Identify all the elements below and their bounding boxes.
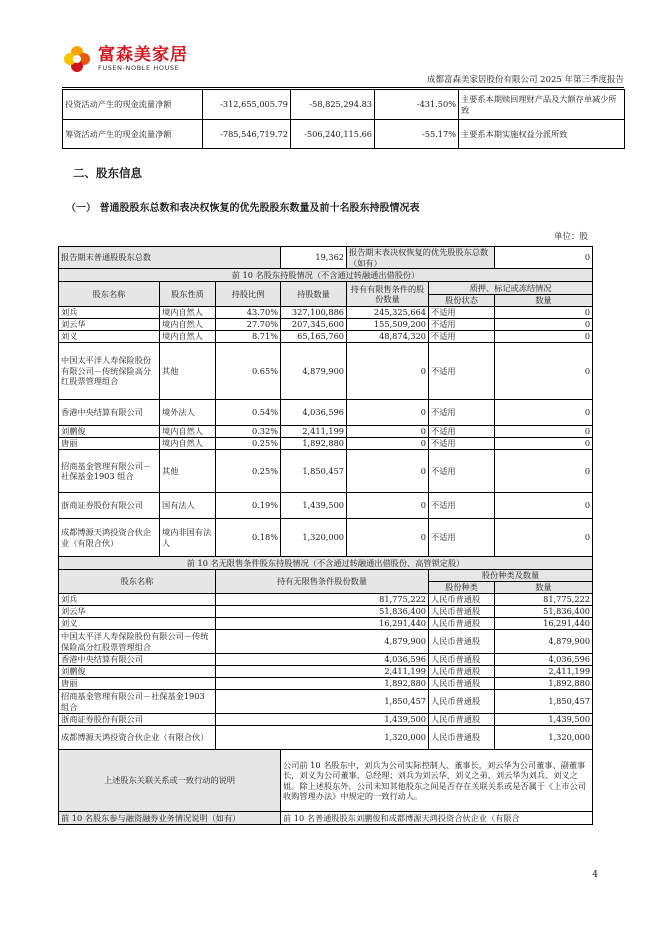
cashflow-table xyxy=(62,89,625,149)
holder-count: 0 xyxy=(495,438,593,450)
table-row xyxy=(59,331,593,343)
holder-name: 刘兵 xyxy=(59,307,160,319)
col-header-kind-group: 股份种类及数量 xyxy=(429,570,593,582)
holder-name: 成都博源天鸿投资合伙企业（有限合伙） xyxy=(59,519,160,557)
share-count: 4,036,596 xyxy=(495,654,593,666)
cashflow-reason: 主要系本期实施权益分派所致 xyxy=(459,120,625,149)
col-header-name: 股东名称 xyxy=(59,282,160,307)
holder-nature: 境内自然人 xyxy=(160,307,216,319)
holder-count: 0 xyxy=(495,400,593,426)
share-kind: 人民币普通股 xyxy=(429,678,495,690)
table-row xyxy=(59,654,593,666)
holder-name: 中国太平洋人寿保险股份有限公司－传统保险高分红股票管理组合 xyxy=(59,343,160,400)
table-row xyxy=(59,678,593,690)
holder-count: 0 xyxy=(495,426,593,438)
cashflow-change: -431.50% xyxy=(375,90,459,120)
table-row xyxy=(59,493,593,519)
table-row xyxy=(59,726,593,750)
holder-qty: 2,411,199 xyxy=(281,426,347,438)
col-header-count: 数量 xyxy=(495,295,593,307)
holder-ratio: 0.65% xyxy=(216,343,281,400)
holder-restricted: 0 xyxy=(347,450,429,493)
table-row xyxy=(59,450,593,493)
col-header-nature: 股东性质 xyxy=(160,282,216,307)
related-parties-label: 上述股东关联关系或一致行动的说明 xyxy=(59,750,281,812)
holder-ratio: 8.71% xyxy=(216,331,281,343)
table-row xyxy=(59,594,593,606)
header-divider xyxy=(62,87,624,88)
holder-restricted: 0 xyxy=(347,493,429,519)
share-count: 4,879,900 xyxy=(495,630,593,654)
company-logo xyxy=(62,44,188,74)
holder-qty: 1,439,500 xyxy=(281,493,347,519)
holder-unrestricted-qty: 4,036,596 xyxy=(216,654,429,666)
holder-name: 刘兵 xyxy=(59,594,216,606)
table-row xyxy=(59,426,593,438)
holder-name: 浙商证券股份有限公司 xyxy=(59,714,216,726)
header-row xyxy=(59,282,593,295)
table-row xyxy=(59,618,593,630)
holder-unrestricted-qty: 81,775,222 xyxy=(216,594,429,606)
col-header-unrestricted-qty: 持有无限售条件股份数量 xyxy=(216,570,429,594)
cashflow-current: -312,655,005.79 xyxy=(203,90,291,120)
holder-ratio: 27.70% xyxy=(216,319,281,331)
holder-ratio: 0.18% xyxy=(216,519,281,557)
margin-trading-text: 前 10 名普通股股东刘鹏俊和成都博源天鸿投资合伙企业（有限合 xyxy=(281,812,593,825)
holder-count: 0 xyxy=(495,493,593,519)
col-header-status: 股份状态 xyxy=(429,295,495,307)
holder-unrestricted-qty: 51,836,400 xyxy=(216,606,429,618)
holder-unrestricted-qty: 1,892,880 xyxy=(216,678,429,690)
holder-status: 不适用 xyxy=(429,493,495,519)
col-header-pledge: 质押、标记或冻结情况 xyxy=(429,282,593,295)
holder-restricted: 0 xyxy=(347,438,429,450)
holder-status: 不适用 xyxy=(429,519,495,557)
holder-name: 成都博源天鸿投资合伙企业（有限合伙） xyxy=(59,726,216,750)
pref-shareholders-label: 报告期末表决权恢复的优先股股东总数（如有） xyxy=(347,247,495,269)
table-row xyxy=(59,438,593,450)
holder-ratio: 0.25% xyxy=(216,450,281,493)
holder-status: 不适用 xyxy=(429,438,495,450)
holder-nature: 境内非国有法人 xyxy=(160,519,216,557)
share-count: 81,775,222 xyxy=(495,594,593,606)
section-title: 二、股东信息 xyxy=(73,166,142,180)
share-kind: 人民币普通股 xyxy=(429,726,495,750)
holder-nature: 境内自然人 xyxy=(160,426,216,438)
table-row xyxy=(59,519,593,557)
unrestricted-caption: 前 10 名无限售条件股东持股情况（不含通过转融通出借股份、高管锁定股） xyxy=(59,557,593,570)
holder-unrestricted-qty: 2,411,199 xyxy=(216,666,429,678)
holder-unrestricted-qty: 1,320,000 xyxy=(216,726,429,750)
holder-status: 不适用 xyxy=(429,400,495,426)
holder-ratio: 43.70% xyxy=(216,307,281,319)
cashflow-item: 投资活动产生的现金流量净额 xyxy=(63,90,203,120)
share-kind: 人民币普通股 xyxy=(429,594,495,606)
share-count: 2,411,199 xyxy=(495,666,593,678)
holder-nature: 境内自然人 xyxy=(160,331,216,343)
holder-name: 招商基金管理有限公司－社保基金1903 组合 xyxy=(59,450,160,493)
table-row xyxy=(59,714,593,726)
page-number: 4 xyxy=(592,870,598,880)
share-kind: 人民币普通股 xyxy=(429,690,495,714)
share-kind: 人民币普通股 xyxy=(429,666,495,678)
cashflow-item: 筹资活动产生的现金流量净额 xyxy=(63,120,203,149)
holder-status: 不适用 xyxy=(429,319,495,331)
header-row xyxy=(59,570,593,582)
share-kind: 人民币普通股 xyxy=(429,618,495,630)
holder-count: 0 xyxy=(495,519,593,557)
holder-name: 香港中央结算有限公司 xyxy=(59,400,160,426)
logo-text-cn: 富森美家居 xyxy=(98,45,188,65)
holder-count: 0 xyxy=(495,450,593,493)
col-header-kind: 股份种类 xyxy=(429,582,495,594)
logo-flower-icon xyxy=(62,44,92,74)
col-header-ratio: 持股比例 xyxy=(216,282,281,307)
table-row xyxy=(59,400,593,426)
holder-name: 刘鹏俊 xyxy=(59,426,160,438)
holder-unrestricted-qty: 1,439,500 xyxy=(216,714,429,726)
section-subtitle: （一） 普通股股东总数和表决权恢复的优先股股东数量及前十名股东持股情况表 xyxy=(66,203,420,214)
holder-name: 招商基金管理有限公司－社保基金1903 组合 xyxy=(59,690,216,714)
table-row xyxy=(59,319,593,331)
share-kind: 人民币普通股 xyxy=(429,606,495,618)
table-row xyxy=(63,90,625,120)
holder-unrestricted-qty: 16,291,440 xyxy=(216,618,429,630)
holder-name: 唐丽 xyxy=(59,438,160,450)
table-row xyxy=(59,343,593,400)
holder-restricted: 0 xyxy=(347,519,429,557)
holder-restricted: 0 xyxy=(347,400,429,426)
holder-unrestricted-qty: 4,879,900 xyxy=(216,630,429,654)
holder-name: 刘义 xyxy=(59,618,216,630)
holder-nature: 国有法人 xyxy=(160,493,216,519)
holder-name: 刘云华 xyxy=(59,606,216,618)
holder-status: 不适用 xyxy=(429,307,495,319)
holder-name: 中国太平洋人寿保险股份有限公司－传统保险高分红股票管理组合 xyxy=(59,630,216,654)
holder-name: 浙商证券股份有限公司 xyxy=(59,493,160,519)
share-count: 16,291,440 xyxy=(495,618,593,630)
cashflow-prior: -506,240,115.66 xyxy=(291,120,375,149)
cashflow-change: -55.17% xyxy=(375,120,459,149)
holder-restricted: 0 xyxy=(347,343,429,400)
holder-name: 唐丽 xyxy=(59,678,216,690)
share-count: 1,850,457 xyxy=(495,690,593,714)
cashflow-prior: -58,825,294.83 xyxy=(291,90,375,120)
logo-text-en: FUSEN-NOBLE HOUSE xyxy=(98,64,180,72)
table-row xyxy=(59,690,593,714)
top10-caption: 前 10 名股东持股情况（不含通过转融通出借股份） xyxy=(59,269,593,282)
holder-qty: 327,100,886 xyxy=(281,307,347,319)
table-row xyxy=(63,120,625,149)
holder-count: 0 xyxy=(495,307,593,319)
holder-qty: 207,345,600 xyxy=(281,319,347,331)
holder-count: 0 xyxy=(495,319,593,331)
holder-qty: 1,850,457 xyxy=(281,450,347,493)
related-parties-text: 公司前 10 名股东中，刘兵为公司实际控制人、董事长，刘云华为公司董事、副董事长，刘义为公司董事、总经理；刘兵为刘云华、刘义之弟，刘云华为刘兵、刘义之姐。除上述股东外，公司未知其他股东之间是否存在关联关系或是否属于《上市公司收购管理办法》中规定的一致行动人。 xyxy=(281,750,593,812)
caption-row xyxy=(59,557,593,570)
notes-row xyxy=(59,812,593,825)
holder-count: 0 xyxy=(495,343,593,400)
table-row xyxy=(59,307,593,319)
col-header-qty: 持股数量 xyxy=(281,282,347,307)
holder-status: 不适用 xyxy=(429,343,495,400)
holder-status: 不适用 xyxy=(429,331,495,343)
holder-qty: 1,892,880 xyxy=(281,438,347,450)
share-count: 51,836,400 xyxy=(495,606,593,618)
holder-unrestricted-qty: 1,850,457 xyxy=(216,690,429,714)
cashflow-reason: 主要系本期赎回理财产品及大额存单减少所致 xyxy=(459,90,625,120)
holder-status: 不适用 xyxy=(429,426,495,438)
holder-nature: 其他 xyxy=(160,450,216,493)
holder-nature: 境外法人 xyxy=(160,400,216,426)
cashflow-current: -785,546,719.72 xyxy=(203,120,291,149)
holder-restricted: 245,325,664 xyxy=(347,307,429,319)
unit-label: 单位：股 xyxy=(553,232,588,242)
holder-ratio: 0.32% xyxy=(216,426,281,438)
total-shareholders-label: 报告期末普通股股东总数 xyxy=(59,247,281,269)
share-count: 1,320,000 xyxy=(495,726,593,750)
holder-ratio: 0.25% xyxy=(216,438,281,450)
caption-row xyxy=(59,269,593,282)
share-kind: 人民币普通股 xyxy=(429,630,495,654)
holder-name: 刘义 xyxy=(59,331,160,343)
table-row xyxy=(59,606,593,618)
summary-row xyxy=(59,247,593,269)
holder-ratio: 0.54% xyxy=(216,400,281,426)
holder-name: 刘云华 xyxy=(59,319,160,331)
share-count: 1,892,880 xyxy=(495,678,593,690)
holder-nature: 境内自然人 xyxy=(160,319,216,331)
holder-qty: 65,165,760 xyxy=(281,331,347,343)
holder-qty: 4,036,596 xyxy=(281,400,347,426)
total-shareholders-value: 19,362 xyxy=(281,247,347,269)
notes-row xyxy=(59,750,593,812)
col-header-name: 股东名称 xyxy=(59,570,216,594)
table-row xyxy=(59,666,593,678)
col-header-count: 数量 xyxy=(495,582,593,594)
holder-restricted: 155,509,200 xyxy=(347,319,429,331)
holder-count: 0 xyxy=(495,331,593,343)
holder-qty: 1,320,000 xyxy=(281,519,347,557)
table-row xyxy=(59,630,593,654)
holder-qty: 4,879,900 xyxy=(281,343,347,400)
report-title: 成都富森美家居股份有限公司 2025 年第三季度报告 xyxy=(426,75,624,85)
holder-nature: 其他 xyxy=(160,343,216,400)
col-header-restricted: 持有有限售条件的股份数量 xyxy=(347,282,429,307)
share-count: 1,439,500 xyxy=(495,714,593,726)
holder-restricted: 0 xyxy=(347,426,429,438)
holder-status: 不适用 xyxy=(429,450,495,493)
holder-nature: 境内自然人 xyxy=(160,438,216,450)
holder-name: 香港中央结算有限公司 xyxy=(59,654,216,666)
margin-trading-label: 前 10 名股东参与融资融券业务情况说明（如有） xyxy=(59,812,281,825)
share-kind: 人民币普通股 xyxy=(429,714,495,726)
holder-name: 刘鹏俊 xyxy=(59,666,216,678)
holder-ratio: 0.19% xyxy=(216,493,281,519)
holder-restricted: 48,874,320 xyxy=(347,331,429,343)
pref-shareholders-value: 0 xyxy=(495,247,593,269)
share-kind: 人民币普通股 xyxy=(429,654,495,666)
shareholder-table xyxy=(58,246,593,825)
